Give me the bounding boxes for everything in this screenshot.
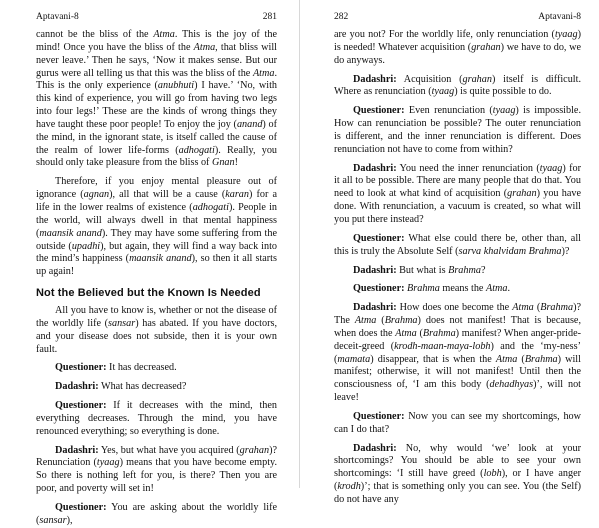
text-run: ?: [480, 264, 486, 276]
text-run: Therefore, if you enjoy mental pleasure out of ignorance (: [36, 176, 277, 201]
italic-term: Gnan: [211, 157, 235, 169]
italic-term: Brahma: [524, 353, 558, 365]
speaker-label: Questioner:: [55, 362, 107, 374]
italic-term: tyaag: [431, 86, 455, 98]
text-run: )’; that is something only you can see. You (the Self) do not have any: [334, 481, 581, 505]
italic-term: dehadhyas: [489, 379, 534, 391]
italic-term: Atma: [252, 67, 275, 79]
dialogue-paragraph: [36, 445, 277, 496]
dialogue-paragraph: [334, 302, 581, 405]
text-run: ), but again, they will find a way back into the mind’s happiness (: [36, 240, 278, 265]
italic-term: mamata: [337, 353, 371, 365]
paragraph: [334, 29, 581, 68]
italic-term: Atma: [486, 283, 508, 295]
text-run: ) does not manifest! That is because, when does the: [334, 315, 581, 339]
dialogue-paragraph: [36, 502, 277, 528]
text-run: It has decreased.: [106, 362, 177, 374]
paragraph: [36, 305, 277, 356]
dialogue-paragraph: [334, 411, 581, 437]
text-run: ) manifest? When anger-pride-deceit-greed (: [334, 327, 581, 352]
text-run: ). Really, you should only take pleasure from the bliss of: [36, 144, 278, 169]
italic-term: anand: [236, 118, 263, 130]
text-run: ) you have done. With renunciation, a vacuum is created, so what will you put there instead?: [334, 188, 582, 225]
text-run: ) I have.’ ‘No, with this kind of experience, you will go from having two legs into four legs!’ These are the kinds of wrong things they have taught these poor people! To enjoy the joy (: [36, 80, 277, 130]
dialogue-paragraph: [334, 74, 581, 100]
italic-term: tyaag: [96, 457, 120, 469]
text-run: What has decreased?: [98, 381, 187, 393]
dialogue-paragraph: [36, 400, 277, 439]
italic-term: krodh-maan-maya-lobh: [394, 340, 491, 352]
paragraph: [36, 176, 277, 279]
italic-term: Atma: [495, 353, 518, 365]
text-run: are you not? For the worldly life, only renunciation (: [334, 29, 555, 40]
text-run: Acquisition (: [396, 73, 463, 85]
speaker-label: Dadashri:: [55, 444, 99, 456]
text-run: ) for it all to be possible. There are many people that do that. You need to look at what kind of acquisition (: [334, 162, 581, 200]
speaker-label: Dadashri:: [353, 302, 397, 314]
right-page-body: [334, 29, 581, 507]
italic-term: Atma: [153, 29, 175, 40]
italic-term: upadhi: [71, 240, 101, 252]
italic-term: grahan: [239, 444, 270, 456]
text-run: ) means that you have become empty. So there is nothing left for you, is there? Then you are poor, and poverty will set in!: [36, 457, 277, 495]
left-page-number: 281: [262, 12, 277, 22]
dialogue-paragraph: [334, 265, 581, 278]
text-run: )’, will not leave!: [334, 379, 581, 404]
paragraph: [36, 29, 277, 170]
dialogue-paragraph: [334, 233, 581, 259]
text-run: .: [507, 283, 511, 295]
italic-term: tyaag: [492, 105, 516, 117]
italic-term: sarva khalvidam Brahma: [458, 245, 562, 257]
text-run: ), so then it all starts up again!: [36, 253, 277, 278]
dialogue-paragraph: [334, 443, 581, 507]
italic-term: tyaag: [539, 162, 563, 174]
text-run: Even renunciation (: [404, 105, 493, 117]
text-run: )?: [561, 245, 570, 257]
right-header-title: Aptavani-8: [538, 12, 581, 22]
text-run: ), or I have anger (: [334, 468, 581, 493]
italic-term: Brahma: [407, 283, 440, 295]
text-run: You need the inner renunciation (: [396, 162, 540, 174]
text-run: ) for a life in the lower realms of existence (: [36, 189, 277, 213]
speaker-label: Dadashri:: [353, 264, 397, 276]
right-page-header: [334, 0, 581, 22]
text-run: Yes, but what have you acquired (: [98, 444, 240, 456]
dialogue-paragraph: [334, 105, 581, 156]
italic-term: agnan: [83, 189, 110, 201]
italic-term: Brahma: [384, 315, 418, 327]
italic-term: Atma: [354, 315, 377, 327]
dialogue-paragraph: [334, 163, 581, 227]
text-run: (: [533, 302, 541, 314]
text-run: ) and the ‘my-ness’ (: [334, 340, 581, 365]
dialogue-paragraph: [36, 362, 277, 375]
dialogue-paragraph: [36, 381, 277, 394]
speaker-label: Dadashri:: [353, 73, 397, 85]
left-header-title: Aptavani-8: [36, 12, 79, 22]
speaker-label: Dadashri:: [55, 381, 99, 393]
italic-term: Atma: [512, 302, 534, 314]
speaker-label: Questioner:: [353, 105, 405, 117]
text-run: ) we have to do, we do anyways.: [334, 41, 581, 66]
italic-term: anubhuti: [157, 80, 195, 92]
italic-term: grahan: [507, 188, 537, 200]
italic-term: maansik anand: [129, 253, 192, 265]
italic-term: maansik anand: [39, 227, 102, 239]
text-run: ). People in the world, will always dwell in that mental happiness (: [36, 201, 277, 239]
text-run: ) is quite possible to do.: [454, 86, 552, 98]
italic-term: sansar: [39, 514, 67, 526]
text-run: (: [517, 353, 525, 365]
text-run: What else could there be, other than, all this is truly the Absolute Self (: [334, 232, 581, 257]
dialogue-paragraph: [334, 283, 581, 296]
right-page: [300, 0, 599, 505]
left-page-body: [36, 29, 277, 528]
italic-term: Atma: [193, 41, 216, 53]
italic-term: krodh: [337, 481, 361, 493]
text-run: ) is impossible. How can renunciation be possible? The outer renunciation is different, and the inner renunciation is different. Does renunciation not have to come from within?: [334, 105, 581, 155]
speaker-label: Dadashri:: [353, 162, 397, 174]
text-run: You are asking about the worldly life (: [36, 502, 277, 526]
text-run: cannot be the bliss of the: [36, 29, 154, 40]
text-run: ) of the mind, in the ignorant state, is itself called the cause of the realm of lower life-forms (: [36, 118, 277, 156]
text-run: How does one become the: [396, 302, 513, 314]
text-run: , that bliss will never leave.’ Then he says, ‘Now it makes sense. But our gurus were all telling us that this was the bliss of the: [36, 41, 277, 79]
text-run: If it decreases with the mind, then everything decreases. Through the mind, you have renounced everything; so everything is done.: [36, 400, 277, 437]
italic-term: Brahma: [448, 264, 481, 276]
text-run: (: [376, 315, 385, 327]
italic-term: grahan: [462, 73, 492, 85]
text-run: ) will manifest; otherwise, it will not manifest! Until then the consciousness of, ‘I am this body (: [334, 353, 581, 391]
text-run: ),: [66, 514, 73, 526]
text-run: ), all that will be a cause (: [109, 189, 226, 201]
text-run: )? Renunciation (: [36, 444, 277, 469]
speaker-label: Questioner:: [55, 400, 107, 412]
text-run: . This is the only experience (: [36, 67, 277, 92]
text-run: !: [234, 157, 239, 169]
text-run: )? The: [334, 302, 581, 327]
text-run: ) has abated. If you have doctors, and your disease does not subside, then it is your own fault.: [36, 317, 277, 355]
italic-term: Atma: [395, 327, 417, 339]
italic-term: Brahma: [422, 327, 456, 339]
text-run: ). They may have some suffering from the outside (: [36, 227, 277, 252]
speaker-label: Questioner:: [55, 502, 107, 513]
italic-term: Brahma: [540, 302, 574, 314]
italic-term: sansar: [108, 317, 136, 329]
right-page-number: 282: [334, 12, 349, 22]
text-run: No, why would ‘we’ look at your shortcomings? You should be able to see your own shortcomings: ‘I still have greed (: [334, 442, 581, 480]
left-page: [0, 0, 299, 526]
speaker-label: Dadashri:: [353, 442, 397, 454]
speaker-label: Questioner:: [353, 410, 405, 422]
speaker-label: Questioner:: [353, 283, 405, 295]
text-run: means the: [439, 283, 486, 295]
italic-term: tyaag: [554, 29, 578, 40]
section-heading: Not the Believed but the Known Is Needed: [36, 287, 261, 300]
italic-term: adhogati: [178, 144, 215, 156]
left-page-header: [36, 0, 277, 22]
italic-term: adhogati: [192, 201, 229, 213]
italic-term: lobh: [483, 468, 502, 480]
text-run: (: [416, 327, 423, 339]
text-run: Now you can see my shortcomings, how can I do that?: [334, 410, 581, 435]
text-run: But what is: [396, 264, 449, 276]
text-run: All you have to know is, whether or not the disease of the worldly life (: [36, 305, 277, 329]
speaker-label: Questioner:: [353, 232, 405, 244]
italic-term: grahan: [471, 41, 501, 53]
italic-term: karan: [225, 189, 249, 201]
text-run: ) itself is difficult. Where as renunciation (: [334, 73, 581, 98]
text-run: ) is needed! Whatever acquisition (: [334, 29, 581, 53]
text-run: . This is the joy of the mind! Once you have the bliss of the: [36, 29, 277, 53]
text-run: ) disappear, that is when the: [370, 353, 496, 365]
